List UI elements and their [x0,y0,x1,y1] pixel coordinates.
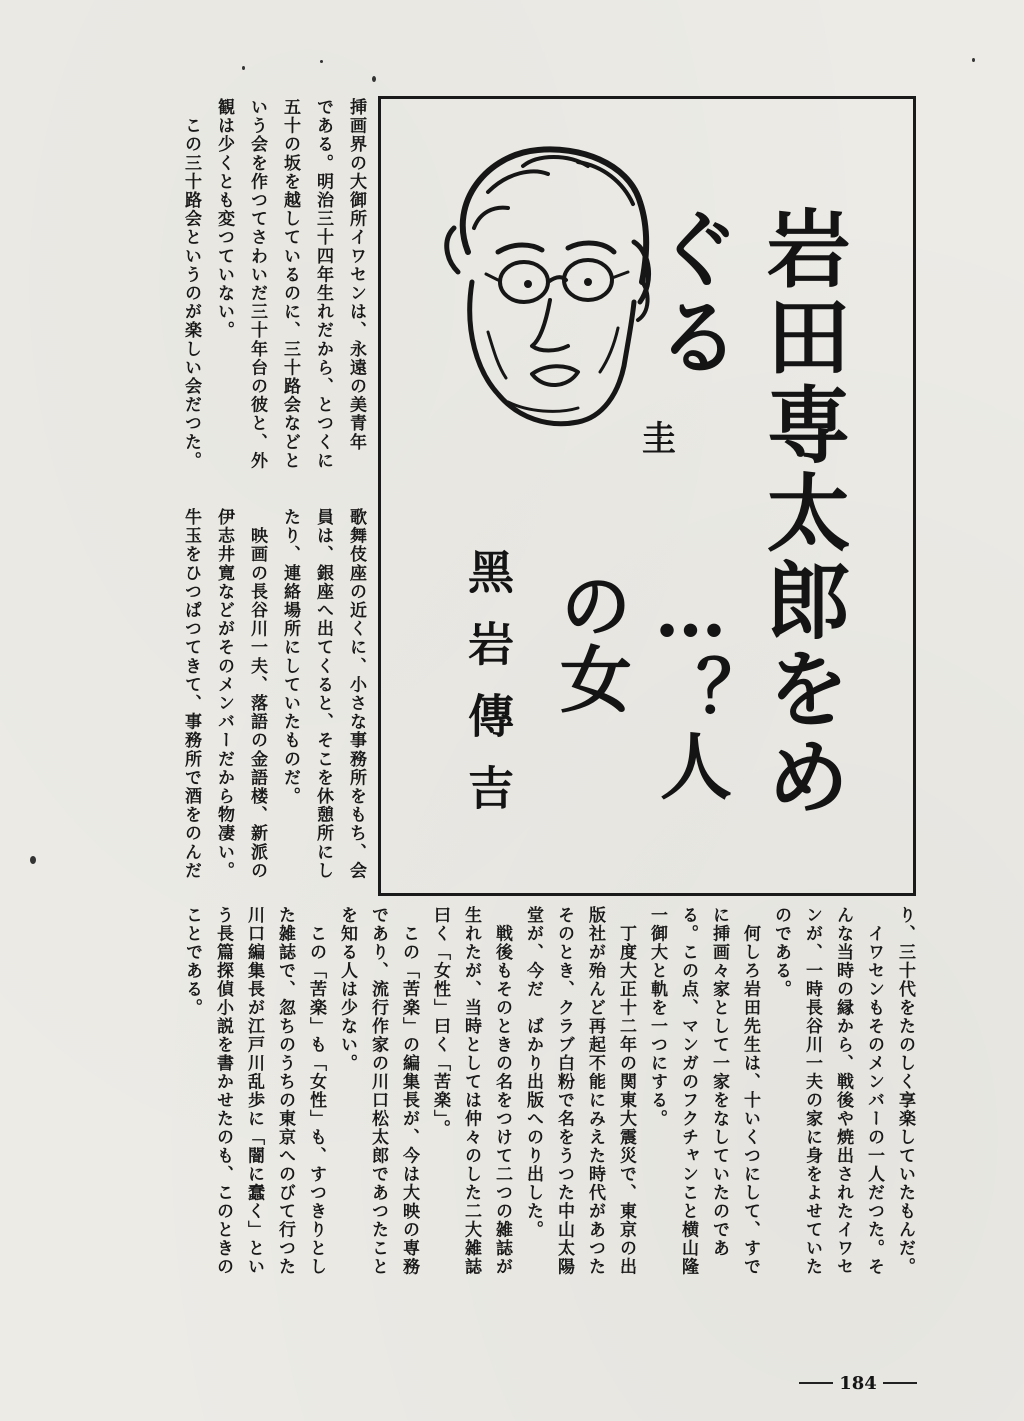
paragraph: この「苦楽」の編集長が、今は大映の専務 [399,906,419,1276]
paragraph: る。この点、マンガのフクチャンこと横山隆 [678,906,698,1276]
paragraph: んな当時の縁から、戦後や焼出されたイワセ [833,906,853,1276]
paragraph: 員は、銀座へ出てくると、そこを休憩所にし [313,508,333,880]
paragraph: ンが、一時長谷川一夫の家に身をよせていた [802,906,822,1276]
paragraph: 五十の坂を越しているのに、三十路会などと [280,98,300,470]
page-number-value: 184 [839,1372,877,1394]
paragraph: ことである。 [182,906,202,1017]
paragraph: 何しろ岩田先生は、十いくつにして、すで [740,906,760,1276]
paragraph: た雑誌で、忽ちのうちの東京へのびて行つた [275,906,295,1276]
print-speck [30,856,36,864]
paragraph: 堂が、今だ ばかり出版へのり出した。 [523,906,543,1239]
paragraph: 挿画界の大御所イワセンは、永遠の美青年 [346,98,366,452]
paragraph: 伊志井寛などがそのメンバーだから物凄い。 [214,508,234,880]
paragraph: 観は少くとも変つていない。 [214,98,234,340]
paragraph: 生れたが、当時としては仲々のした二大雑誌 [461,906,481,1276]
article-subtitle: …？人の女 [548,568,733,803]
print-speck [320,60,323,63]
paragraph: 一御大と軌を一つにする。 [647,906,667,1128]
paragraph: を知る人は少ない。 [337,906,357,1073]
paragraph: 川口編集長が江戸川乱歩に「闇に蠢く」とい [244,906,264,1276]
portrait-signature: 圭 [642,419,676,459]
paragraph: であり、流行作家の川口松太郎であつたこと [368,906,388,1276]
print-speck [242,66,245,70]
article-author: 黑岩傳吉 [461,548,515,836]
paragraph: この「苦楽」も「女性」も、すつきりとし [306,906,326,1276]
paragraph: 版社が殆んど再起不能にみえた時代があつた [585,906,605,1276]
paragraph: イワセンもそのメンバーの一人だつた。そ [864,906,884,1276]
paragraph: り、三十代をたのしく享楽していたもんだ。 [895,906,915,1276]
article-title: 岩田専太郎をめぐる [643,205,852,821]
paragraph: いう会を作つてさわいだ三十年台の彼と、外 [247,98,267,470]
paragraph: 歌舞伎座の近くに、小さな事務所をもち、会 [346,508,366,880]
paragraph: 牛玉をひつぱつてきて、事務所で酒をのんだ [181,508,201,880]
paragraph: のである。 [771,906,791,999]
paragraph: この三十路会というのが楽しい会だつた。 [181,98,201,470]
paragraph: 曰く「女性」曰く「苦楽」。 [430,906,450,1138]
paragraph: う長篇探偵小説を書かせたのも、このときの [213,906,233,1276]
column-middle-left [172,508,372,904]
paragraph: である。明治三十四年生れだから、とつくに [313,98,333,470]
paragraph: 映画の長谷川一夫、落語の金語楼、新派の [247,508,267,880]
paragraph: そのとき、クラブ白粉で名をうつた中山太陽 [554,906,574,1276]
paragraph: 戦後もそのときの名をつけて二つの雑誌が [492,906,512,1276]
column-bottom-right [170,906,920,1352]
page-number [788,1370,928,1396]
dash-right [883,1382,917,1384]
paragraph: たり、連絡場所にしていたものだ。 [280,508,300,806]
print-speck [972,58,975,62]
paragraph: 丁度大正十二年の関東大震災で、東京の出 [616,906,636,1276]
column-top-left [172,98,372,494]
dash-left [799,1382,833,1384]
paragraph: に挿画々家として一家をなしていたのであ [709,906,729,1258]
print-speck [372,76,376,82]
